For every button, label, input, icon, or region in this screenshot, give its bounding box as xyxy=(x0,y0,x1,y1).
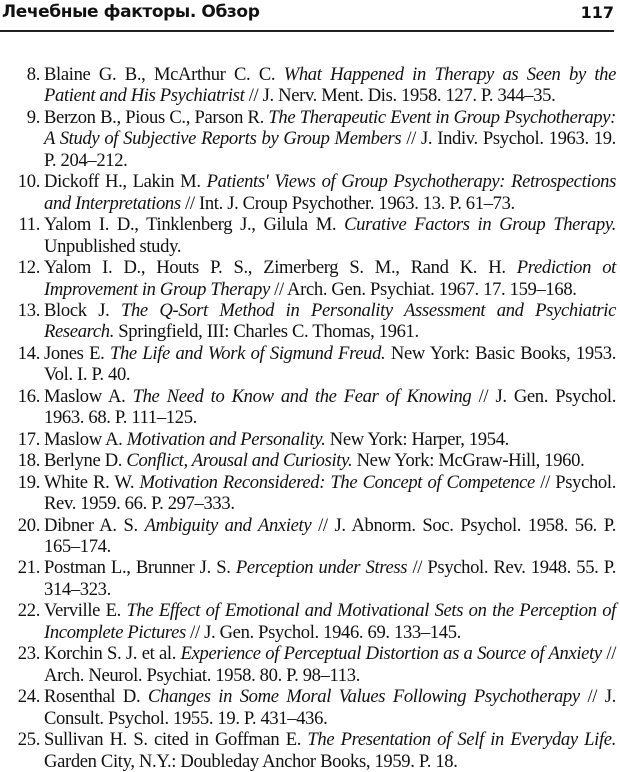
reference-number: 21. xyxy=(17,557,40,579)
reference-authors: Blaine G. B., McArthur C. C. xyxy=(44,64,284,85)
reference-item xyxy=(0,686,616,729)
reference-authors: Yalom I. D., Tinklenberg J., Gilula M. xyxy=(44,214,345,236)
running-header xyxy=(0,0,614,32)
reference-authors: Dibner A. S. xyxy=(44,514,145,536)
reference-authors: Berzon B., Pious C., Parson R. xyxy=(44,106,269,128)
reference-item xyxy=(0,300,616,343)
reference-list xyxy=(0,64,616,772)
reference-source: // J. Consult. Psychol. 1955. 19. P. 431–436. xyxy=(44,686,616,729)
reference-authors: Block J. xyxy=(44,299,121,321)
reference-source: New York: McGraw-Hill, 1960. xyxy=(352,450,585,472)
reference-title: Motivation and Personality. xyxy=(126,428,326,450)
reference-authors: Yalom I. D., Houts P. S., Zimerberg S. M., Rand K. H. xyxy=(44,257,517,279)
reference-title: The Presentation of Self in Everyday Life. xyxy=(307,729,616,751)
reference-number: 9. xyxy=(26,106,40,128)
reference-number: 20. xyxy=(17,514,40,536)
reference-source: Springfield, III: Charles C. Thomas, 1961. xyxy=(114,321,419,343)
reference-number: 13. xyxy=(17,299,40,321)
reference-source: // J. Gen. Psychol. 1946. 69. 133–145. xyxy=(185,621,461,643)
reference-number: 8. xyxy=(26,64,40,85)
reference-item xyxy=(0,643,616,686)
reference-item xyxy=(0,214,616,257)
reference-authors: Postman L., Brunner J. S. xyxy=(44,557,236,579)
reference-authors: Rosenthal D. xyxy=(44,686,148,708)
reference-number: 23. xyxy=(17,643,40,665)
reference-title: The Q-Sort Method in Personality Assessment and Psychiatric Research. xyxy=(44,299,617,343)
reference-authors: Jones E. xyxy=(44,342,110,364)
reference-number: 22. xyxy=(17,600,40,622)
reference-title: Conflict, Arousal and Curiosity. xyxy=(126,450,353,472)
reference-item xyxy=(0,472,616,515)
reference-title: Experience of Perceptual Distortion as a Source of Anxiety xyxy=(180,643,602,665)
reference-title: The Life and Work of Sigmund Freud. xyxy=(109,342,386,364)
reference-item xyxy=(0,64,616,107)
reference-number: 18. xyxy=(17,450,40,472)
reference-title: What Happened in Therapy as Seen by the Patient and His Psychiatrist xyxy=(44,64,617,107)
reference-authors: Verville E. xyxy=(44,600,127,622)
reference-item xyxy=(0,171,616,214)
reference-item xyxy=(0,450,616,471)
reference-item xyxy=(0,107,616,171)
reference-number: 14. xyxy=(17,342,40,364)
reference-source: // J. Gen. Psychol. 1963. 68. P. 111–125. xyxy=(44,385,616,429)
reference-item xyxy=(0,600,616,643)
reference-source: New York: Basic Books, 1953. Vol. I. P. 40. xyxy=(44,342,616,386)
reference-authors: Dickoff H., Lakin M. xyxy=(44,171,207,193)
reference-source: // Arch. Gen. Psychiat. 1967. 17. 159–168. xyxy=(269,278,577,300)
reference-source: // Psychol. Rev. 1948. 55. P. 314–323. xyxy=(44,557,616,600)
reference-title: Curative Factors in Group Therapy. xyxy=(344,214,616,236)
reference-title: Patients' Views of Group Psychotherapy: Retrospections and Interpretations xyxy=(44,171,617,214)
reference-authors: Maslow A. xyxy=(44,428,127,450)
reference-source: Unpublished study. xyxy=(44,235,182,257)
reference-source: // J. Indiv. Psychol. 1963. 19. P. 204–212. xyxy=(44,128,616,171)
reference-authors: Maslow A. xyxy=(44,385,133,407)
reference-authors: Berlyne D. xyxy=(44,450,127,472)
reference-item xyxy=(0,257,616,300)
reference-authors: Sullivan H. S. cited in Goffman E. xyxy=(44,729,308,751)
reference-title: Perception under Stress xyxy=(235,557,408,579)
reference-title: The Need to Know and the Fear of Knowing xyxy=(132,385,472,407)
reference-title: Motivation Reconsidered: The Concept of Competence xyxy=(139,471,535,493)
reference-item xyxy=(0,343,616,386)
reference-authors: Korchin S. J. et al. xyxy=(44,643,181,665)
reference-item xyxy=(0,729,616,772)
reference-title: Changes in Some Moral Values Following Psychotherapy xyxy=(147,686,580,708)
reference-item xyxy=(0,515,616,558)
reference-number: 11. xyxy=(18,214,40,236)
reference-item xyxy=(0,429,616,450)
reference-source: // Int. J. Croup Psychother. 1963. 13. P. 61–73. xyxy=(180,192,515,214)
page-number: 117 xyxy=(580,3,614,22)
reference-title: The Effect of Emotional and Motivational Sets on the Perception of Incomplete Pictures xyxy=(44,600,616,643)
reference-number: 16. xyxy=(17,385,40,407)
reference-number: 25. xyxy=(17,729,40,751)
running-title: Лечебные факторы. Обзор xyxy=(2,2,260,22)
reference-source: Garden City, N.Y.: Doubleday Anchor Books, 1959. P. 18. xyxy=(44,750,458,772)
reference-title: Ambiguity and Anxiety xyxy=(144,514,312,536)
reference-number: 24. xyxy=(17,686,40,708)
reference-source: New York: Harper, 1954. xyxy=(325,428,509,450)
reference-number: 12. xyxy=(17,257,40,279)
reference-number: 17. xyxy=(17,428,40,450)
reference-authors: White R. W. xyxy=(44,471,140,493)
reference-source: // J. Nerv. Ment. Dis. 1958. 127. P. 344–35. xyxy=(244,85,556,107)
reference-item xyxy=(0,386,616,429)
reference-title: The Therapeutic Event in Group Psychotherapy: A Study of Subjective Reports by Group Members xyxy=(44,106,617,150)
reference-number: 19. xyxy=(17,471,40,493)
reference-title: Prediction ot Improvement in Group Therapy xyxy=(44,257,616,300)
reference-source: // J. Abnorm. Soc. Psychol. 1958. 56. P. 165–174. xyxy=(44,514,616,557)
reference-source: // Arch. Neurol. Psychiat. 1958. 80. P. 98–113. xyxy=(44,643,617,686)
reference-item xyxy=(0,557,616,600)
reference-source: // Psychol. Rev. 1959. 66. P. 297–333. xyxy=(44,471,616,515)
reference-number: 10. xyxy=(17,171,40,193)
